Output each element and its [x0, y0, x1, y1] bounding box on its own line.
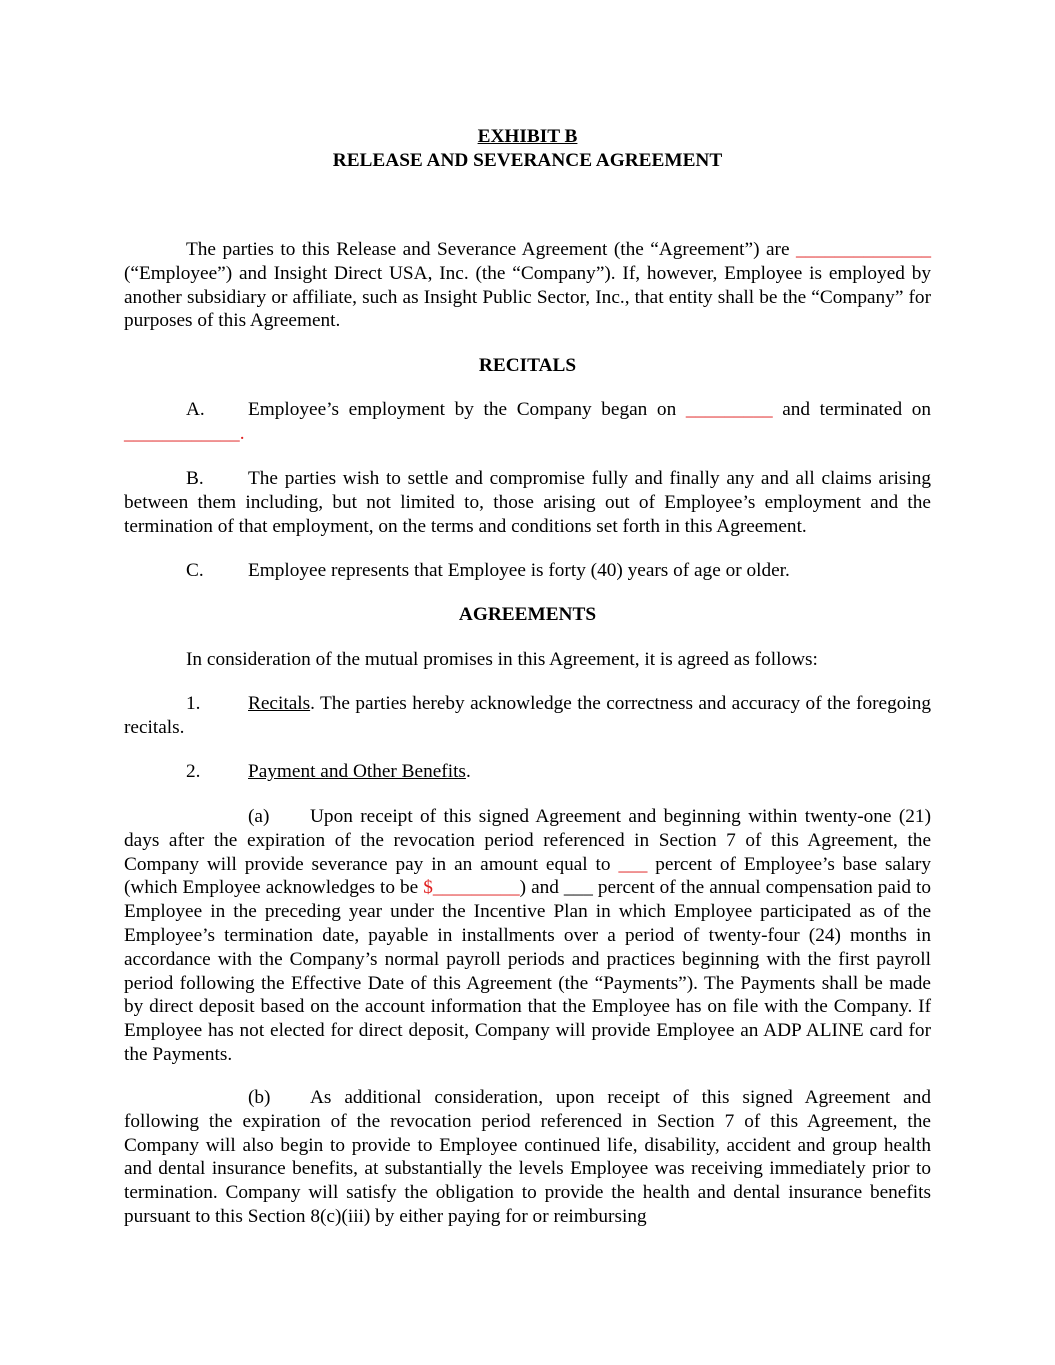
section-1-title: Recitals	[248, 693, 311, 714]
recital-a-text: Employee’s employment by the Company began on	[248, 399, 686, 420]
intro-paragraph	[124, 238, 931, 333]
end-date-blank[interactable]: ____________	[124, 422, 240, 444]
recital-a-text2: and terminated on	[772, 399, 931, 420]
section-2-text: .	[465, 761, 471, 782]
section-2-title: Payment and Other Benefits	[248, 761, 466, 782]
exhibit-label: EXHIBIT B	[477, 126, 578, 147]
start-date-blank[interactable]: _________	[685, 399, 773, 420]
section-2b	[124, 1086, 931, 1229]
recital-b-number: B.	[186, 468, 204, 489]
section-2b-text: As additional consideration, upon receipt of this signed Agreement and following the expiration of the revocation period referenced in Section 7 of this Agreement, the Company will also begin to provide to Employee continued life, disability, accident and group health and dental insurance benefits, at substantially the levels Employee was receiving immediately prior to termination. Company will satisfy the obligation to provide the health and dental insurance benefits pursuant to this Section 8(c)(iii) by either paying for or reimbursing	[124, 1087, 931, 1227]
exhibit-heading	[124, 125, 931, 173]
recital-a	[124, 398, 931, 446]
section-2	[124, 760, 931, 784]
severance-percent-blank[interactable]: ___	[618, 853, 648, 875]
employee-name-blank[interactable]: ______________	[796, 239, 931, 260]
recital-b-text: The parties wish to settle and compromise fully and finally any and all claims arising between them including, but not limited to, those arising out of Employee’s employment and the termination of that employment, on the terms and conditions set forth in this Agreement.	[124, 468, 931, 537]
recital-a-period: .	[239, 422, 245, 444]
section-1-number: 1.	[186, 693, 201, 714]
section-1	[124, 692, 931, 740]
section-1-text: . The parties hereby acknowledge the correctness and accuracy of the foregoing recitals.	[124, 693, 931, 738]
section-2a-text: Upon receipt of this signed Agreement and beginning within twenty-one (21) days after the expiration of the revocation period referenced in Section 7 of this Agreement, the Company will provide severance pay in an amount equal to	[124, 806, 931, 875]
recital-c-number: C.	[186, 560, 204, 581]
section-2-number: 2.	[186, 761, 201, 782]
agreements-intro: In consideration of the mutual promises in this Agreement, it is agreed as follows:	[186, 649, 818, 670]
document-title: RELEASE AND SEVERANCE AGREEMENT	[332, 149, 723, 171]
section-2b-number: (b)	[248, 1087, 271, 1108]
agreements-heading: AGREEMENTS	[458, 604, 597, 625]
recital-c	[124, 559, 931, 583]
recital-c-text: Employee represents that Employee is forty (40) years of age or older.	[248, 560, 790, 581]
section-2a-text3: ) and ___ percent of the annual compensation paid to Employee in the preceding year under the Incentive Plan in which Employee participated as of the Employee’s termination date, payable in installments over a period of twenty-four (24) months in accordance with the Company’s normal payroll periods and practices beginning with the first payroll period following the Effective Date of this Agreement (the “Payments”). The Payments shall be made by direct deposit based on the account information that the Employee has on file with the Company. If Employee has not elected for direct deposit, Company will provide Employee an ADP ALINE card for the Payments.	[124, 877, 931, 1065]
base-salary-blank[interactable]: $_________	[423, 877, 520, 899]
recital-a-number: A.	[186, 399, 205, 420]
recital-b	[124, 467, 931, 538]
section-2a	[124, 805, 931, 1067]
intro-text-cont: (“Employee”) and Insight Direct USA, Inc. (the “Company”). If, however, Employee is employed by another subsidiary or affiliate, such as Insight Public Sector, Inc., that entity shall be the “Company” for purposes of this Agreement.	[124, 262, 931, 332]
section-2a-text2: percent of Employee’s base salary (which Employee acknowledges to be	[124, 853, 931, 899]
intro-text: The parties to this Release and Severance Agreement (the “Agreement”) are	[186, 239, 797, 260]
section-2a-number: (a)	[248, 806, 270, 827]
recitals-heading: RECITALS	[478, 355, 577, 376]
